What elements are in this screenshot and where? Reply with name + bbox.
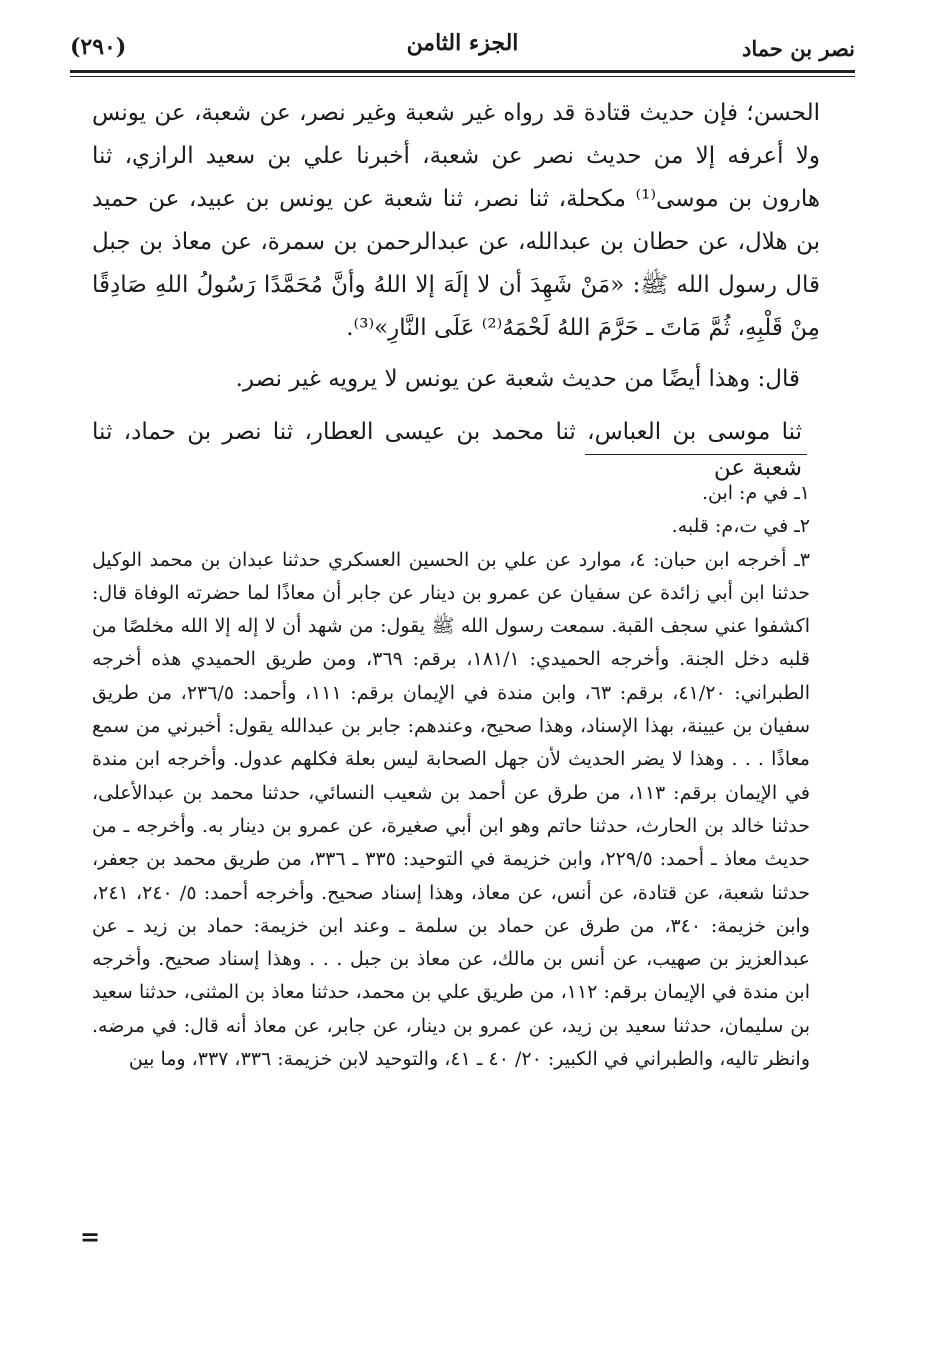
isnad-line: ثنا موسى بن العباس، ثنا محمد بن عيسى العطار، ثنا نصر بن حماد، ثنا شعبة عن (92, 419, 802, 481)
header-rule-thin (70, 76, 855, 77)
running-head-volume: الجزء الثامن (406, 30, 519, 56)
header-rule-thick (70, 70, 855, 73)
continuation-mark: = (80, 1222, 101, 1251)
main-paragraph: الحسن؛ فإن حديث قتادة قد رواه غير شعبة وغير نصر، عن شعبة، عن يونس ولا أعرفه إلا من حديث نصر عن شعبة، أخبرنا علي بن سعيد الرازي، ثنا هارون بن موسى⁽¹⁾ مكحلة، ثنا نصر، ثنا شعبة عن يونس بن عبيد، عن حميد بن هلال، عن حطان بن عبدالله، عن عبدالرحمن بن سمرة، عن معاذ بن جبل قال رسول الله ﷺ: «مَنْ شَهِدَ أن لا إلَهَ إلا اللهُ وأنَّ مُحَمَّدًا رَسُولُ اللهِ صَادِقًا مِنْ قَلْبِهِ، ثُمَّ مَاتَ ـ حَرَّمَ اللهُ لَحْمَهُ⁽²⁾ عَلَى النَّارِ»⁽³⁾. (92, 100, 820, 341)
running-head-subject: نصر بن حماد (742, 36, 855, 61)
footnote-3: ٣ـ أخرجه ابن حبان: ٤، موارد عن علي بن الحسين العسكري حدثنا عبدان بن محمد الوكيل حدثنا ابن أبي زائدة عن سفيان عن عمرو بن دينار عن جابر أن معاذًا لما حضرته الوفاة قال: اكشفوا عني سجف القبة. سمعت رسول الله ﷺ يقول: من شهد أن لا إله إلا الله مخلصًا من قلبه دخل الجنة. وأخرجه الحميدي: ١٨١/١، برقم: ٣٦٩، ومن طريق الحميدي هذه أخرجه الطبراني: ٤١/٢٠، برقم: ٦٣، وابن مندة في الإيمان برقم: ١١١، وأحمد: ٢٣٦/٥، من طريق سفيان بن عيينة، بهذا الإسناد، وهذا صحيح، وعندهم: جابر بن عبدالله يقول: أخبرني من سمع معاذًا . . . وهذا لا يضر الحديث لأن جهل الصحابة ليس بعلة فكلهم عدول. وأخرجه ابن مندة في الإيمان برقم: ١١٣، من طرق عن أحمد بن شعيب النسائي، حدثنا محمد بن عبدالأعلى، حدثنا خالد بن الحارث، حدثنا حاتم وهو ابن أبي صغيرة، عن عمرو بن دينار به. وأخرجه ـ من حديث معاذ ـ أحمد: ٢٢٩/٥، وابن خزيمة في التوحيد: ٣٣٥ ـ ٣٣٦، من طريق محمد بن جعفر، حدثنا شعبة، عن قتادة، عن أنس، عن معاذ، وهذا إسناد صحيح. وأخرجه أحمد: ٥/ ٢٤٠، ٢٤١، وابن خزيمة: ٣٤٠، من طرق عن حماد بن سلمة ـ وعند ابن خزيمة: حماد بن زيد ـ عن عبدالعزيز بن صهيب، عن أنس بن مالك، عن معاذ بن جبل . . . وهذا إسناد صحيح. وأخرجه ابن مندة في الإيمان برقم: ١١٢، من طريق علي بن محمد، حدثنا معاذ بن المثنى، حدثنا سعيد بن سليمان، حدثنا سعيد بن زيد، عن عمرو بن دينار، عن جابر، عن معاذ أنه قال: في مرضه. وانظر تاليه، والطبراني في الكبير: ٢٠/ ٤٠ ـ ٤١، والتوحيد لابن خزيمة: ٣٣٦، ٣٣٧، وما بين (92, 548, 811, 1071)
page-number: (٢٩٠) (70, 34, 127, 60)
footnote-1: ١ـ في م: ابن. (701, 482, 810, 504)
footnotes (92, 477, 810, 1076)
main-text (92, 92, 820, 350)
underline-mark (585, 454, 807, 455)
footnote-2: ٢ـ في ت،م: قلبه. (671, 515, 810, 538)
page-header (70, 28, 855, 64)
remark-line: قال: وهذا أيضًا من حديث شعبة عن يونس لا يرويه غير نصر. (235, 366, 800, 392)
